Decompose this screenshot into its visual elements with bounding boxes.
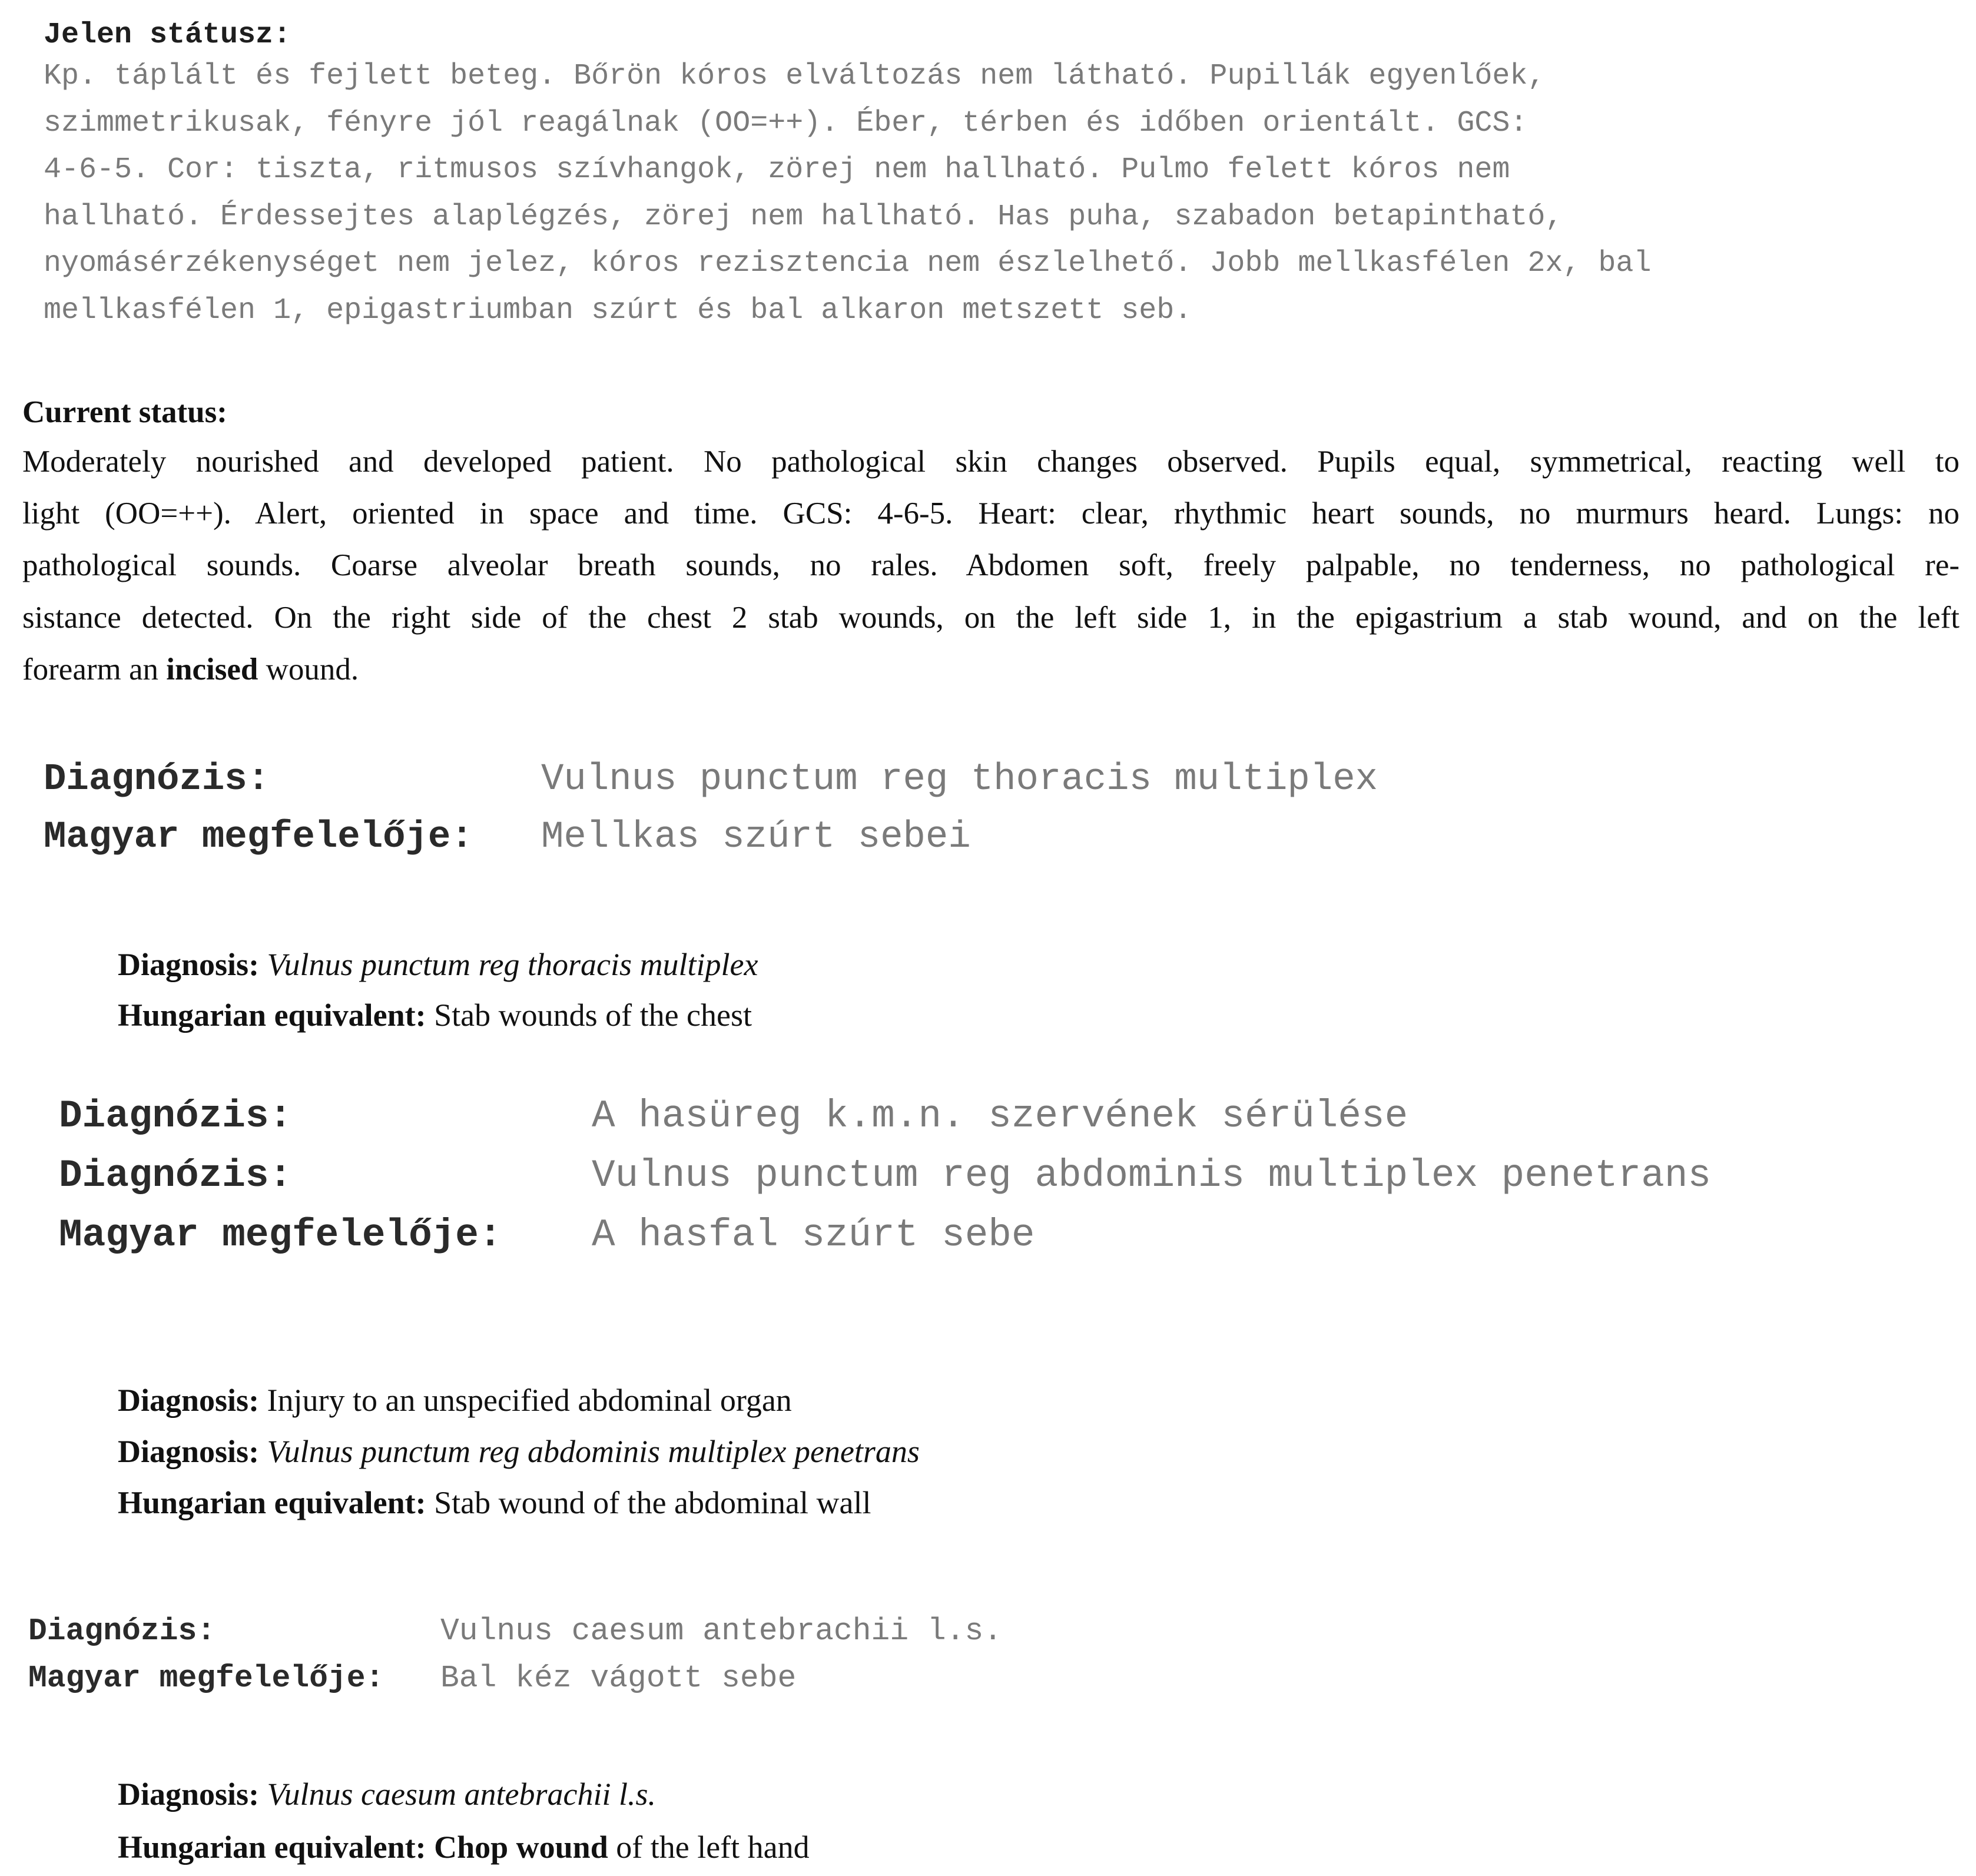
english-status-heading: Current status: [22,395,227,429]
hungarian-status-line: nyomásérzékenységet nem jelez, kóros rezisztencia nem észlelhető. Jobb mellkasfélen 2x, bal [44,247,1652,280]
equivalent-row [28,1655,1002,1702]
english-status-line: light (OO=++). Alert, oriented in space and time. GCS: 4-6-5. Heart: clear, rhythmic heart sounds, no murmurs heard. Lungs: no [22,496,1960,531]
hungarian-status-section [44,18,1969,334]
equivalent-label: Hungarian equivalent: [118,1485,426,1520]
equivalent-value: A hasfal szúrt sebe [592,1213,1035,1257]
diagnosis-row [59,1146,1711,1205]
diagnosis-row [118,1768,810,1821]
hungarian-status-line: mellkasfélen 1, epigastriumban szúrt és bal alkaron metszett seb. [44,293,1192,327]
diagnosis-value: Injury to an unspecified abdominal organ [267,1383,792,1418]
diagnosis-value: Vulnus caesum antebrachii l.s. [440,1613,1003,1649]
equivalent-value: Stab wounds of the chest [434,997,752,1033]
diagnosis-label: Diagnózis: [44,758,270,801]
diagnosis-row [28,1607,1002,1655]
diagnosis-label: Diagnosis: [118,947,260,982]
equivalent-row [118,1821,810,1874]
hungarian-status-heading: Jelen státusz: [44,18,291,52]
english-status-section [22,389,1960,695]
hungarian-status-line: szimmetrikusak, fényre jól reagálnak (OO=++). Éber, térben és időben orientált. GCS: [44,106,1528,140]
hungarian-status-line: Kp. táplált és fejlett beteg. Bőrön kóros elváltozás nem látható. Pupillák egyenlőek, [44,59,1546,93]
hungarian-status-line: 4-6-5. Cor: tiszta, ritmusos szívhangok, zörej nem hallható. Pulmo felett kóros nem [44,153,1510,187]
english-diagnosis-block-2 [118,1375,920,1529]
diagnosis-label: Diagnózis: [59,1094,293,1138]
hungarian-diagnosis-block-1 [44,751,1378,866]
diagnosis-label: Diagnosis: [118,1383,260,1418]
diagnosis-label: Diagnózis: [28,1613,216,1649]
equivalent-label: Magyar megfelelője: [28,1660,384,1696]
english-status-text: forearm an [22,652,167,687]
diagnosis-row [118,1375,920,1426]
equivalent-value: Mellkas szúrt sebei [541,816,971,859]
diagnosis-value: Vulnus punctum reg abdominis multiplex penetrans [267,1434,920,1469]
equivalent-row [118,990,758,1040]
equivalent-value: Stab wound of the abdominal wall [434,1485,871,1520]
diagnosis-value: Vulnus punctum reg abdominis multiplex penetrans [592,1154,1712,1198]
equivalent-value: of the left hand [608,1829,810,1865]
hungarian-diagnosis-block-2 [59,1086,1711,1265]
english-status-last-line [22,644,1960,695]
english-status-text: wound. [258,652,359,687]
equivalent-label: Magyar megfelelője: [44,816,473,859]
diagnosis-row [44,751,1378,808]
hungarian-diagnosis-block-3 [28,1607,1002,1702]
diagnosis-row [118,1426,920,1477]
english-status-line: pathological sounds. Coarse alveolar breath sounds, no rales. Abdomen soft, freely palpable, no tenderness, no pathological re- [22,548,1960,583]
equivalent-value: Bal kéz vágott sebe [440,1660,797,1696]
diagnosis-value: Vulnus caesum antebrachii l.s. [267,1776,656,1812]
diagnosis-value: Vulnus punctum reg thoracis multiplex [541,758,1378,801]
diagnosis-label: Diagnosis: [118,1434,260,1469]
diagnosis-label: Diagnosis: [118,1776,260,1812]
english-status-line: Moderately nourished and developed patient. No pathological skin changes observed. Pupils equal, symmetrical, reacting well to [22,445,1960,479]
english-diagnosis-block-3 [118,1768,810,1874]
diagnosis-row [59,1086,1711,1146]
diagnosis-value: A hasüreg k.m.n. szervének sérülése [592,1094,1408,1138]
equivalent-row [44,808,1378,866]
equivalent-bold-term: Chop wound [434,1829,608,1865]
diagnosis-value: Vulnus punctum reg thoracis multiplex [267,947,758,982]
hungarian-status-line: hallható. Érdessejtes alaplégzés, zörej nem hallható. Has puha, szabadon betapintható, [44,200,1563,234]
equivalent-label: Hungarian equivalent: [118,997,426,1033]
english-status-bold-term: incised [166,652,258,687]
equivalent-label: Hungarian equivalent: [118,1829,426,1865]
equivalent-label: Magyar megfelelője: [59,1213,502,1257]
diagnosis-label: Diagnózis: [59,1154,293,1198]
equivalent-row [118,1477,920,1529]
equivalent-row [59,1205,1711,1265]
english-status-line: sistance detected. On the right side of the chest 2 stab wounds, on the left side 1, in the epigastrium a stab wound, and on the left [22,600,1960,635]
diagnosis-row [118,939,758,990]
english-diagnosis-block-1 [118,939,758,1040]
